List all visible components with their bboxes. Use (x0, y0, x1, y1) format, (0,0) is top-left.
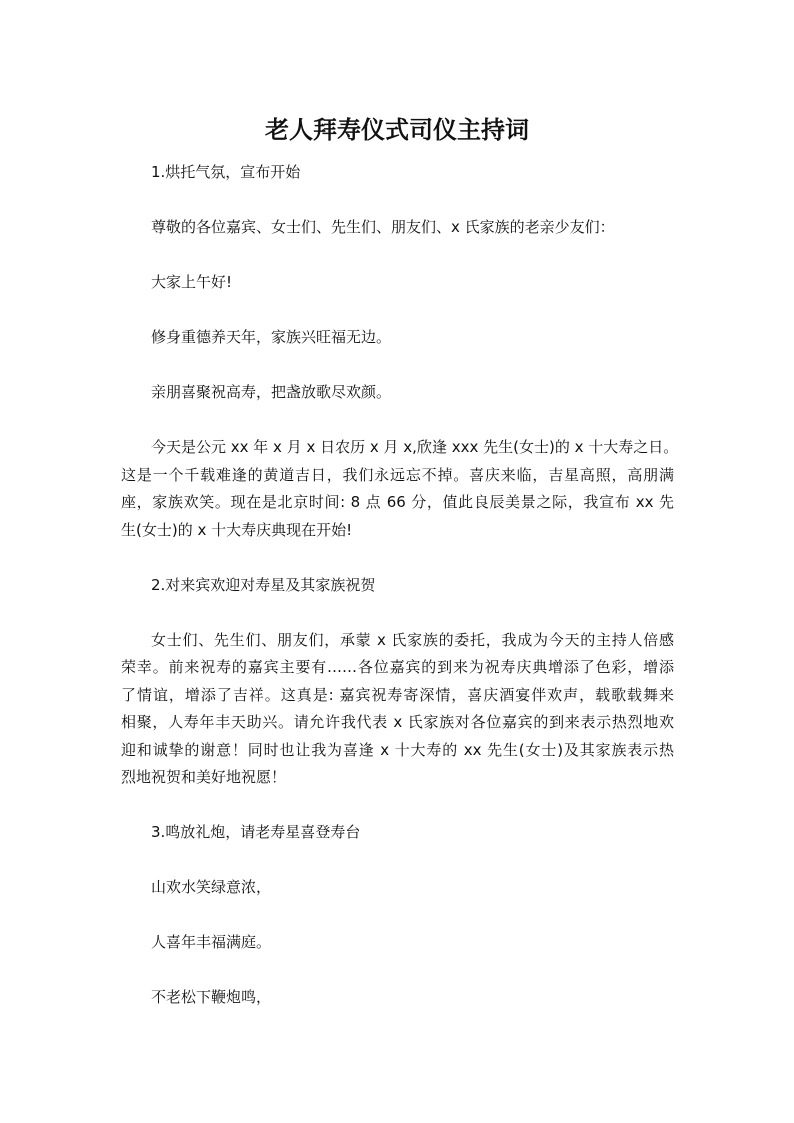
text-line: 座，家族欢笑。现在是北京时间: 8 点 66 分，值此良辰美景之际，我宣布 xx 先 (121, 493, 674, 511)
paragraph (121, 214, 674, 242)
text-line: 了情谊，增添了吉祥。这真是: 嘉宾祝寿寄深情，喜庆酒宴伴欢声，载歌载舞来 (121, 685, 674, 704)
text-line: 今天是公元 xx 年 x 月 x 日农历 x 月 x,欣逢 xxx 先生(女士)的 x 十大寿之日。 (151, 438, 679, 456)
text-line: 不老松下鞭炮鸣， (151, 988, 272, 1006)
text-line: 亲朋喜聚祝高寿，把盏放歌尽欢颜。 (151, 383, 392, 401)
text-line: 烈地祝贺和美好地祝愿！ (121, 768, 287, 786)
paragraph (121, 984, 674, 1012)
paragraph (121, 572, 674, 600)
text-line: 3.鸣放礼炮，请老寿星喜登寿台 (151, 823, 361, 841)
text-line: 尊敬的各位嘉宾、女士们、先生们、朋友们、x 氏家族的老亲少友们： (151, 218, 615, 236)
text-line: 女士们、先生们、朋友们，承蒙 x 氏家族的委托，我成为今天的主持人倍感 (151, 630, 674, 649)
text-line: 人喜年丰福满庭。 (151, 933, 272, 951)
paragraph (121, 627, 674, 792)
text-line: 大家上午好! (151, 273, 233, 291)
text-line: 生(女士)的 x 十大寿庆典现在开始! (121, 520, 353, 539)
paragraph (121, 434, 679, 544)
paragraph (121, 819, 674, 847)
text-line: 2.对来宾欢迎对寿星及其家族祝贺 (151, 575, 376, 594)
paragraph (121, 269, 674, 297)
text-line: 1.烘托气氛，宣布开始 (151, 163, 301, 181)
document-body (121, 159, 679, 1039)
text-line: 相聚，人寿年丰天助兴。请允许我代表 x 氏家族对各位嘉宾的到来表示热烈地欢 (121, 713, 674, 731)
paragraph (121, 874, 674, 902)
text-line: 迎和诚挚的谢意！同时也让我为喜逢 x 十大寿的 xx 先生(女士)及其家族表示热 (121, 740, 674, 759)
text-line: 这是一个千载难逢的黄道吉日，我们永远忘不掉。喜庆来临，吉星高照，高朋满 (121, 465, 674, 484)
text-line: 荣幸。前来祝寿的嘉宾主要有……各位嘉宾的到来为祝寿庆典增添了色彩，增添 (121, 658, 674, 676)
paragraph (121, 929, 674, 957)
paragraph (121, 324, 674, 352)
text-line: 修身重德养天年，家族兴旺福无边。 (151, 328, 392, 346)
text-line: 山欢水笑绿意浓， (151, 878, 272, 896)
document-title: 老人拜寿仪式司仪主持词 (265, 116, 529, 144)
paragraph (121, 379, 674, 407)
paragraph (121, 159, 674, 187)
